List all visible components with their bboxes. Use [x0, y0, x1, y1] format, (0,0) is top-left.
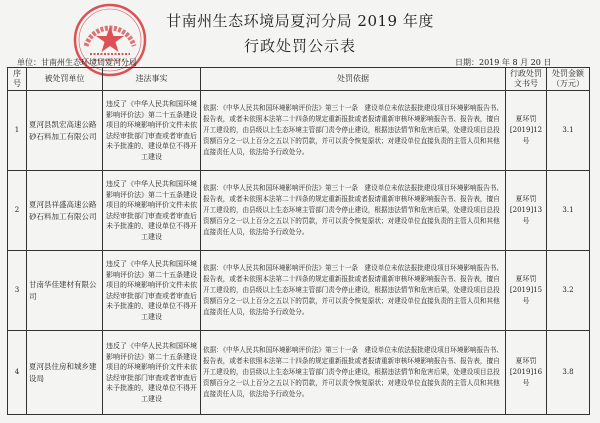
- penalized-unit: 甘南华佳建材有限公司: [27, 251, 103, 331]
- row-number: 1: [8, 91, 27, 171]
- penalty-amount: 3.1: [547, 91, 590, 171]
- penalty-amount: 3.8: [547, 331, 590, 415]
- penalty-basis: 依据：《中华人民共和国环境影响评价法》第三十一条 建设单位未依法报批建设项目环境影响报告书、报告表，或者未依照本法第二十四条的规定重新报批或者报请重新审核环境影响报告书、报告表，擅自开工建设的，由县级以上生态环境主管部门责令停止建设，根据违法情节和危害后果，处建设项目总投资额百分之一以上百分之五以下的罚款，并可以责令恢复原状；对建设单位直接负责的主管人员和其他直接责任人员，依法给予行政处分。: [201, 91, 506, 171]
- violation-fact: 违反了《中华人民共和国环境影响评价法》第二十五条建设项目的环境影响评价文件未依法经审批部门审查或者审查后未予批准的，建设单位不得开工建设: [103, 171, 201, 251]
- violation-fact: 违反了《中华人民共和国环境影响评价法》第二十五条建设项目的环境影响评价文件未依法经审批部门审查或者审查后未予批准的，建设单位不得开工建设: [103, 331, 201, 415]
- page-subtitle: 行政处罚公示表: [243, 37, 356, 55]
- violation-fact: 违反了《中华人民共和国环境影响评价法》第二十五条建设项目的环境影响评价文件未依法经审批部门审查或者审查后未予批准的，建设单位不得开工建设: [103, 251, 201, 331]
- issue-date: 日期：2019 年 8 月 20 日: [455, 58, 552, 67]
- row-number: 2: [8, 171, 27, 251]
- table-row: [8, 251, 590, 331]
- table-row: [8, 171, 590, 251]
- penalized-unit: 夏河县凯宏高速公路砂石料加工有限公司: [27, 91, 103, 171]
- table-row: [8, 91, 590, 171]
- penalty-basis: 依据：《中华人民共和国环境影响评价法》第三十一条 建设单位未依法报批建设项目环境影响报告书、报告表，或者未依照本法第二十四条的规定重新报批或者报请重新审核环境影响报告书、报告表，擅自开工建设的，由县级以上生态环境主管部门责令停止建设，根据违法情节和危害后果，处建设项目总投资额百分之一以上百分之五以下的罚款，并可以责令恢复原状；对建设单位直接负责的主管人员和其他直接责任人员，依法给予行政处分。: [201, 171, 506, 251]
- header-cell-amount: 处罚金额（万元）: [547, 68, 590, 91]
- document-number: 夏环罚[2019]15号: [506, 251, 547, 331]
- table-row: [8, 331, 590, 415]
- penalized-unit: 夏河县祥盛高速公路砂石料加工有限公司: [27, 171, 103, 251]
- violation-fact: 违反了《中华人民共和国环境影响评价法》第二十五条建设项目的环境影响评价文件未依法经审批部门审查或者审查后未予批准的，建设单位不得开工建设: [103, 91, 201, 171]
- header-cell-no: 序号: [8, 68, 27, 91]
- page-title: 甘南州生态环境局夏河分局 2019 年度: [166, 12, 434, 30]
- penalty-amount: 3.1: [547, 171, 590, 251]
- penalty-table: [7, 67, 590, 415]
- row-number: 4: [8, 331, 27, 415]
- penalized-unit: 夏河县住房和城乡建设局: [27, 331, 103, 415]
- header-cell-reason: 违法事实: [103, 68, 201, 91]
- issuing-unit: 单位：甘南州生态环境局夏河分局: [17, 58, 137, 67]
- document-number: 夏环罚[2019]13号: [506, 171, 547, 251]
- header-cell-doc-no: 行政处罚文书号: [506, 68, 547, 91]
- penalty-amount: 3.2: [547, 251, 590, 331]
- header-cell-unit: 被处罚单位: [27, 68, 103, 91]
- penalty-basis: 依据：《中华人民共和国环境影响评价法》第三十一条 建设单位未依法报批建设项目环境影响报告书、报告表，或者未依照本法第二十四条的规定重新报批或者报请重新审核环境影响报告书、报告表，擅自开工建设的，由县级以上生态环境主管部门责令停止建设，根据违法情节和危害后果，处建设项目总投资额百分之一以上百分之五以下的罚款，并可以责令恢复原状；对建设单位直接负责的主管人员和其他直接责任人员，依法给予行政处分。: [201, 251, 506, 331]
- penalty-basis: 依据：《中华人民共和国环境影响评价法》第三十一条 建设单位未依法报批建设项目环境影响报告书、报告表，或者未依照本法第二十四条的规定重新报批或者报请重新审核环境影响报告书、报告表，擅自开工建设的，由县级以上生态环境主管部门责令停止建设，根据违法情节和危害后果，处建设项目总投资额百分之一以上百分之五以下的罚款，并可以责令恢复原状；对建设单位直接负责的主管人员和其他直接责任人员，依法给予行政处分。: [201, 331, 506, 415]
- table-header-row: [8, 68, 590, 91]
- document-number: 夏环罚[2019]12号: [506, 91, 547, 171]
- row-number: 3: [8, 251, 27, 331]
- header-cell-basis: 处罚依据: [201, 68, 506, 91]
- document-number: 夏环罚[2019]16号: [506, 331, 547, 415]
